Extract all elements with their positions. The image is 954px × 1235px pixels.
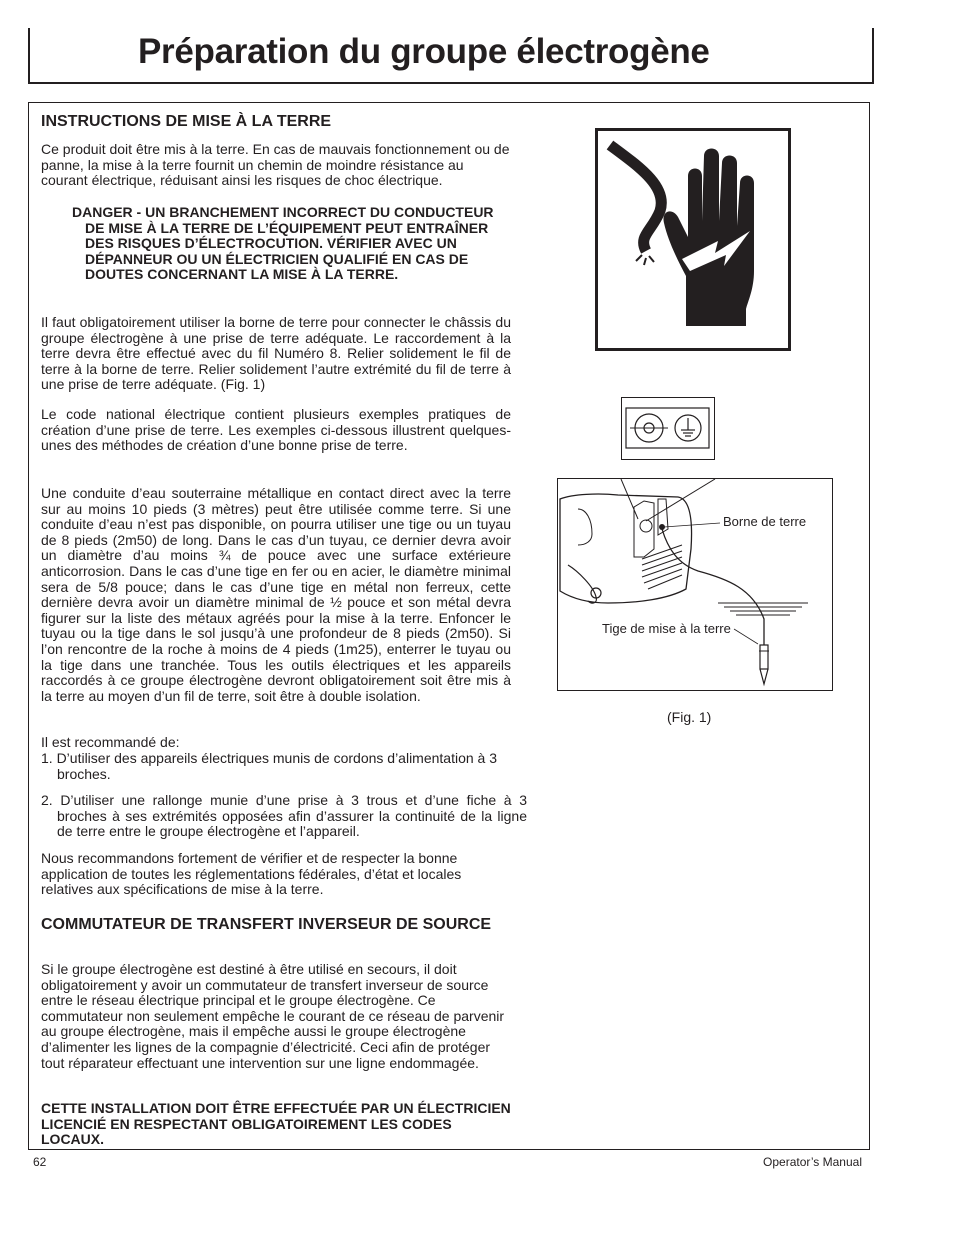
grounding-heading: INSTRUCTIONS DE MISE À LA TERRE xyxy=(41,113,332,130)
ground-rod-paragraph: Une conduite d’eau souterraine métallique en contact direct avec la terre sur au moins 10 pieds (3 mètres) peut être utilisée comme terre. Si une conduite d’eau n’est pas disponible, on pourra utiliser une tige ou un tuyau de 8 pieds (2m50) de long. Dans le cas d’un tuyau, ce dernier devra avoir un diamètre d’au moins ¾ de pouce avec une surface extérieure anticorrosion. Dans le cas d’une tige en fer ou en acier, le diamètre minimal sera de 5/8 pouce; dans le cas d’une tige en métal non ferreux, cette dernière devra avoir un diamètre minimal de ½ pouce et son métal devra figurer sur la liste des métaux agréés pour la mise à la terre. Enfoncer le tuyau ou la tige dans le sol jusqu’à une profondeur de 8 pieds (2m50). Si l’on rencontre de la roche à moins de 4 pieds (1m25), enterrer le tuyau ou la tige dans une tranchée. Tous les outils électriques et les appareils raccordés à ce groupe électrogène devront obligatoirement soit être mis à la terre au moyen d’un fil de terre, soit être à double isolation. xyxy=(41,485,511,704)
ground-terminal-closeup xyxy=(621,397,715,460)
electrical-code-paragraph: Le code national électrique contient plusieurs exemples pratiques de création d’une prise de terre. Les exemples ci-dessous illustrent quelques-unes des méthodes de création d’une bonne prise de terre. xyxy=(41,406,511,454)
grounding-intro: Ce produit doit être mis à la terre. En cas de mauvais fonctionnement ou de panne, la mise à la terre fournit un chemin de moindre résistance au courant électrique, réduisant ainsi les risques de choc électrique. xyxy=(41,141,510,189)
manual-name: Operator’s Manual xyxy=(763,1155,862,1169)
ground-rod-label: Tige de mise à la terre xyxy=(602,621,731,636)
recommend-item-1: 1. D’utiliser des appareils électriques munis de cordons d’alimentation à 3 broches. xyxy=(41,750,498,782)
recommend-item-2: 2. D’utiliser une rallonge munie d’une prise à 3 trous et d’une fiche à 3 broches à ses extrémités opposées afin d’assurer la continuité de la ligne de terre entre le groupe électrogène et l’appareil. xyxy=(41,792,527,840)
transfer-switch-paragraph: Si le groupe électrogène est destiné à être utilisé en secours, il doit obligatoirement y avoir un commutateur de transfert inverseur de source entre le réseau électrique principal et le groupe électrogène. Ce commutateur non seulement empêche le courant de ce réseau de parvenir au groupe électrogène, mais il empêche aussi le groupe électrogène d’alimenter les lignes de la compagnie d’électricité. Ceci afin de protéger tout réparateur effectuant une intervention sur une ligne endommagée. xyxy=(41,961,505,1071)
ground-terminal-label: Borne de terre xyxy=(723,514,807,529)
regulations-paragraph: Nous recommandons fortement de vérifier et de respecter la bonne application de toutes les réglementations fédérales, d’état et locales relatives aux spécifications de mise à la terre. xyxy=(41,850,462,898)
licensed-electrician-warning: CETTE INSTALLATION DOIT ÊTRE EFFECTUÉE PAR UN ÉLECTRICIEN LICENCIÉ EN RESPECTANT OBLIGATOIREMENT LES CODES LOCAUX. xyxy=(41,1100,511,1148)
transfer-switch-heading: COMMUTATEUR DE TRANSFERT INVERSEUR DE SOURCE xyxy=(41,916,492,933)
recommend-intro: Il est recommandé de: xyxy=(41,734,180,750)
figure-caption: (Fig. 1) xyxy=(667,709,712,725)
page-title: Préparation du groupe électrogène xyxy=(138,32,710,71)
danger-warning: DANGER - UN BRANCHEMENT INCORRECT DU CONDUCTEUR DE MISE À LA TERRE DE L’ÉQUIPEMENT PEUT ENTRAÎNER DES RISQUES D’ÉLECTROCUTION. VÉRIFIER AVEC UN DÉPANNEUR OU UN ÉLECTRICIEN QUALIFIÉ EN CAS DE DOUTES CONCERNANT LA MISE À LA TERRE. xyxy=(72,204,494,283)
page-number: 62 xyxy=(33,1155,47,1169)
generator-grounding-figure xyxy=(557,478,833,691)
electric-shock-hand-icon xyxy=(595,128,791,351)
grounding-terminal-paragraph: Il faut obligatoirement utiliser la borne de terre pour connecter le châssis du groupe électrogène à une prise de terre adéquate. Le raccordement à la terre devra être effectué avec du fil Numéro 8. Relier solidement le fil de terre à la borne de terre. Relier solidement l’autre extrémité du fil de terre à une prise de terre adéquate. (Fig. 1) xyxy=(41,314,511,393)
